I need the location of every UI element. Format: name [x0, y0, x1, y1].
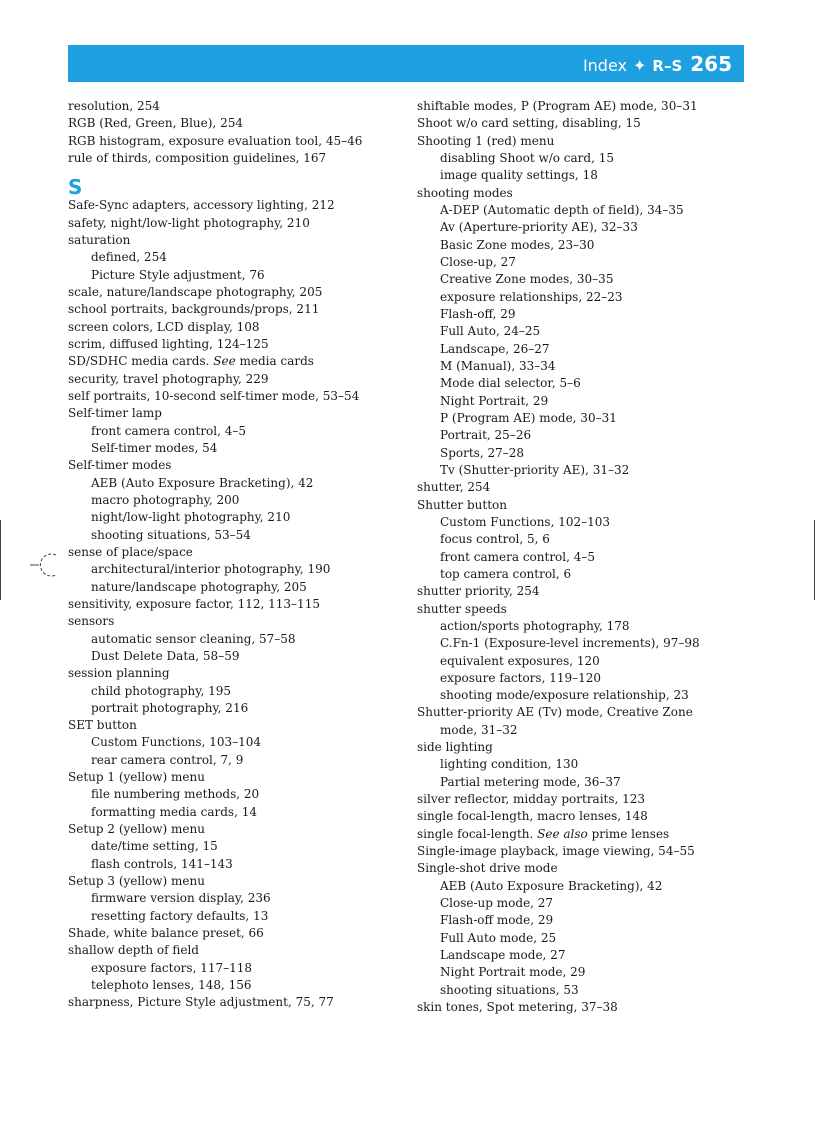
entry-text: session planning: [68, 666, 170, 681]
index-subentry: [68, 734, 408, 751]
entry-text: Partial metering mode, 36–37: [440, 774, 621, 789]
entry-text: exposure factors, 119–120: [440, 670, 602, 685]
index-entry: [68, 133, 408, 150]
index-subentry: [417, 358, 747, 375]
index-entry: [68, 925, 408, 942]
entry-text: top camera control, 6: [440, 566, 572, 581]
entry-text: Single-shot drive mode: [417, 861, 558, 876]
entry-text: AEB (Auto Exposure Bracketing), 42: [440, 878, 663, 893]
entry-text: Setup 3 (yellow) menu: [68, 874, 205, 889]
entry-text: school portraits, backgrounds/props, 211: [68, 302, 320, 317]
index-entry: [68, 197, 408, 214]
header-letter-range: R–S: [652, 57, 683, 75]
entry-text: RGB histogram, exposure evaluation tool, 45–46: [68, 133, 363, 148]
entry-text: Av (Aperture-priority AE), 32–33: [440, 220, 638, 235]
index-entry: [68, 232, 408, 249]
entry-text: resetting factory defaults, 13: [91, 908, 269, 923]
index-entry: [417, 739, 747, 756]
entry-text: shutter priority, 254: [417, 584, 540, 599]
entry-text: macro photography, 200: [91, 492, 240, 507]
entry-text: Shade, white balance preset, 66: [68, 926, 264, 941]
entry-text: defined, 254: [91, 250, 167, 265]
entry-text: lighting condition, 130: [440, 757, 579, 772]
index-subentry: [68, 249, 408, 266]
index-subentry: [68, 423, 408, 440]
index-entry: [68, 150, 408, 167]
entry-text: automatic sensor cleaning, 57–58: [91, 631, 296, 646]
index-subentry: [417, 514, 747, 531]
entry-text: resolution, 254: [68, 99, 160, 113]
entry-text: Night Portrait mode, 29: [440, 965, 586, 980]
index-entry: [417, 185, 747, 202]
index-subentry: [417, 670, 747, 687]
index-column-left: [68, 98, 408, 1012]
index-entry: [68, 301, 408, 318]
entry-text: shooting modes: [417, 185, 513, 200]
index-entry: [68, 215, 408, 232]
entry-text: single focal-length.: [417, 826, 538, 841]
entry-text: Self-timer modes, 54: [91, 440, 218, 455]
index-entry: [68, 942, 408, 959]
entry-text: Self-timer modes: [68, 458, 172, 473]
index-subentry: [68, 977, 408, 994]
index-subentry: [417, 254, 747, 271]
entry-text: silver reflector, midday portraits, 123: [417, 792, 646, 807]
index-subentry: [417, 687, 747, 704]
page-number: 265: [690, 52, 732, 76]
entry-text: Landscape mode, 27: [440, 948, 566, 963]
index-subentry: [68, 527, 408, 544]
index-subentry: [68, 648, 408, 665]
index-subentry: [68, 440, 408, 457]
entry-text: shiftable modes, P (Program AE) mode, 30–31: [417, 99, 698, 113]
index-subentry: [417, 375, 747, 392]
index-subentry: [417, 323, 747, 340]
entry-text: Flash-off, 29: [440, 306, 516, 321]
entry-text: scrim, diffused lighting, 124–125: [68, 336, 269, 351]
entry-text: Tv (Shutter-priority AE), 31–32: [440, 462, 630, 477]
index-subentry: [68, 752, 408, 769]
index-entry-continued: [417, 722, 747, 739]
entry-text: Landscape, 26–27: [440, 341, 550, 356]
entry-text: M (Manual), 33–34: [440, 358, 556, 373]
entry-text: Full Auto, 24–25: [440, 324, 541, 339]
entry-text: Custom Functions, 103–104: [91, 735, 262, 750]
index-subentry: [68, 700, 408, 717]
entry-text: file numbering methods, 20: [91, 787, 260, 802]
index-subentry: [417, 618, 747, 635]
index-entry: [68, 821, 408, 838]
entry-text: rear camera control, 7, 9: [91, 752, 244, 767]
entry-text: night/low-light photography, 210: [91, 510, 291, 525]
entry-text: front camera control, 4–5: [91, 423, 247, 438]
index-subentry: [68, 856, 408, 873]
index-subentry: [417, 653, 747, 670]
entry-text: Flash-off mode, 29: [440, 913, 554, 928]
entry-text: Self-timer lamp: [68, 406, 162, 421]
index-subentry: [417, 774, 747, 791]
entry-text: Shoot w/o card setting, disabling, 15: [417, 116, 641, 131]
entry-text: Custom Functions, 102–103: [440, 514, 611, 529]
index-subentry: [68, 579, 408, 596]
index-subentry: [417, 427, 747, 444]
index-subentry: [68, 838, 408, 855]
entry-text: disabling Shoot w/o card, 15: [440, 150, 614, 165]
index-entry: [68, 353, 408, 370]
index-entry: [417, 860, 747, 877]
index-subentry: [68, 908, 408, 925]
index-subentry: [417, 964, 747, 981]
entry-text: exposure relationships, 22–23: [440, 289, 623, 304]
index-column-right: [417, 98, 747, 1016]
entry-text: shooting mode/exposure relationship, 23: [440, 688, 689, 703]
entry-text: shallow depth of field: [68, 943, 199, 958]
index-subentry: [417, 237, 747, 254]
entry-text: Single-image playback, image viewing, 54–55: [417, 844, 695, 859]
index-entry: [417, 999, 747, 1016]
entry-text: safety, night/low-light photography, 210: [68, 215, 310, 230]
entry-text: Mode dial selector, 5–6: [440, 376, 581, 391]
index-entry: [417, 133, 747, 150]
index-entry: [417, 791, 747, 808]
index-entry: [417, 808, 747, 825]
entry-text: self portraits, 10-second self-timer mode, 53–54: [68, 388, 360, 403]
entry-text: portrait photography, 216: [91, 700, 249, 715]
index-entry: [417, 704, 747, 721]
entry-text: equivalent exposures, 120: [440, 653, 600, 668]
index-subentry: [68, 492, 408, 509]
entry-text: sensitivity, exposure factor, 112, 113–115: [68, 596, 320, 611]
entry-text: Portrait, 25–26: [440, 428, 532, 443]
index-subentry: [417, 271, 747, 288]
index-subentry: [417, 341, 747, 358]
index-entry: [417, 98, 747, 115]
entry-text: Safe-Sync adapters, accessory lighting, 212: [68, 198, 335, 213]
index-subentry: [417, 549, 747, 566]
entry-text: rule of thirds, composition guidelines, 167: [68, 150, 327, 165]
entry-text: Full Auto mode, 25: [440, 930, 557, 945]
index-entry: [417, 826, 747, 843]
header-index-label: Index: [582, 56, 627, 75]
entry-text: action/sports photography, 178: [440, 618, 630, 633]
cross-reference-target: prime lenses: [587, 826, 670, 841]
entry-text: screen colors, LCD display, 108: [68, 319, 260, 334]
index-subentry: [68, 475, 408, 492]
index-entry: [68, 544, 408, 561]
index-subentry: [417, 566, 747, 583]
index-subentry: [417, 150, 747, 167]
index-subentry: [417, 895, 747, 912]
running-head: [583, 52, 732, 76]
crop-line-left: [0, 520, 1, 600]
index-entry: [68, 388, 408, 405]
index-subentry: [68, 786, 408, 803]
entry-text: child photography, 195: [91, 683, 232, 698]
entry-text: A-DEP (Automatic depth of field), 34–35: [440, 202, 684, 217]
index-subentry: [68, 631, 408, 648]
entry-text: shooting situations, 53–54: [91, 527, 251, 542]
entry-text: Night Portrait, 29: [440, 393, 549, 408]
entries-r: [68, 98, 408, 167]
entry-text: date/time setting, 15: [91, 839, 218, 854]
index-entry: [68, 665, 408, 682]
index-entry: [68, 115, 408, 132]
index-entry: [68, 405, 408, 422]
index-entry: [417, 497, 747, 514]
entry-text: mode, 31–32: [440, 722, 518, 737]
index-entry: [68, 98, 408, 115]
header-bar: [68, 45, 744, 82]
index-subentry: [417, 878, 747, 895]
entry-text: Close-up, 27: [440, 254, 516, 269]
entry-text: Shutter-priority AE (Tv) mode, Creative Zone: [417, 705, 693, 720]
entry-text: Close-up mode, 27: [440, 896, 554, 911]
index-entry: [68, 371, 408, 388]
entry-text: image quality settings, 18: [440, 168, 598, 183]
cross-reference: See also: [537, 826, 588, 841]
index-subentry: [417, 982, 747, 999]
entry-text: saturation: [68, 232, 131, 247]
index-subentry: [68, 890, 408, 907]
entry-text: sense of place/space: [68, 544, 193, 559]
diamond-icon: ✦: [632, 56, 647, 75]
index-subentry: [417, 756, 747, 773]
index-entry: [68, 457, 408, 474]
entry-text: sharpness, Picture Style adjustment, 75, 77: [68, 995, 334, 1010]
index-entry: [417, 479, 747, 496]
entry-text: AEB (Auto Exposure Bracketing), 42: [91, 475, 314, 490]
index-subentry: [417, 912, 747, 929]
index-subentry: [417, 410, 747, 427]
cross-reference-target: media cards: [235, 354, 314, 369]
index-entry: [417, 601, 747, 618]
index-entry: [417, 115, 747, 132]
index-subentry: [417, 289, 747, 306]
index-subentry: [417, 167, 747, 184]
entry-text: scale, nature/landscape photography, 205: [68, 284, 323, 299]
index-subentry: [417, 393, 747, 410]
entry-text: single focal-length, macro lenses, 148: [417, 809, 648, 824]
entry-text: security, travel photography, 229: [68, 371, 269, 386]
entry-text: Creative Zone modes, 30–35: [440, 272, 614, 287]
index-subentry: [417, 930, 747, 947]
entry-text: RGB (Red, Green, Blue), 254: [68, 116, 243, 131]
entry-text: formatting media cards, 14: [91, 804, 257, 819]
index-subentry: [68, 804, 408, 821]
entry-text: Shutter button: [417, 497, 507, 512]
entry-text: C.Fn-1 (Exposure-level increments), 97–98: [440, 636, 700, 651]
entry-text: shooting situations, 53: [440, 982, 579, 997]
index-entry: [68, 769, 408, 786]
entry-text: side lighting: [417, 740, 493, 755]
entry-text: Sports, 27–28: [440, 445, 525, 460]
entry-text: telephoto lenses, 148, 156: [91, 978, 252, 993]
index-subentry: [417, 462, 747, 479]
index-entry: [417, 583, 747, 600]
index-subentry: [417, 531, 747, 548]
registration-mark-icon: [30, 551, 70, 579]
index-subentry: [68, 960, 408, 977]
entry-text: front camera control, 4–5: [440, 549, 596, 564]
entry-text: SET button: [68, 718, 137, 733]
entry-text: Basic Zone modes, 23–30: [440, 237, 595, 252]
index-entry: [68, 613, 408, 630]
entry-text: nature/landscape photography, 205: [91, 579, 307, 594]
index-subentry: [417, 306, 747, 323]
index-subentry: [417, 635, 747, 652]
letter-heading-s: S: [68, 175, 83, 200]
entry-text: flash controls, 141–143: [91, 856, 233, 871]
entry-text: Setup 1 (yellow) menu: [68, 770, 205, 785]
entry-text: focus control, 5, 6: [440, 532, 550, 547]
entry-text: Setup 2 (yellow) menu: [68, 822, 205, 837]
crop-line-right: [814, 520, 815, 600]
index-subentry: [417, 219, 747, 236]
index-entry: [68, 336, 408, 353]
entries-s: [68, 197, 408, 1011]
index-entry: [68, 284, 408, 301]
entry-text: Picture Style adjustment, 76: [91, 267, 265, 282]
index-entry: [68, 717, 408, 734]
index-subentry: [417, 202, 747, 219]
entries-s-continued: [417, 98, 747, 1016]
index-entry: [68, 994, 408, 1011]
entry-text: shutter speeds: [417, 601, 507, 616]
index-entry: [417, 843, 747, 860]
index-subentry: [417, 445, 747, 462]
entry-text: SD/SDHC media cards.: [68, 354, 214, 369]
index-entry: [68, 873, 408, 890]
entry-text: Dust Delete Data, 58–59: [91, 648, 240, 663]
entry-text: Shooting 1 (red) menu: [417, 133, 555, 148]
entry-text: firmware version display, 236: [91, 891, 271, 906]
entry-text: exposure factors, 117–118: [91, 960, 253, 975]
entry-text: shutter, 254: [417, 480, 491, 495]
entry-text: architectural/interior photography, 190: [91, 562, 331, 577]
entry-text: sensors: [68, 614, 115, 629]
index-subentry: [68, 509, 408, 526]
index-entry: [68, 319, 408, 336]
index-subentry: [68, 267, 408, 284]
index-subentry: [417, 947, 747, 964]
entry-text: skin tones, Spot metering, 37–38: [417, 1000, 618, 1015]
cross-reference: See: [213, 354, 236, 369]
index-subentry: [68, 683, 408, 700]
entry-text: P (Program AE) mode, 30–31: [440, 410, 617, 425]
index-subentry: [68, 561, 408, 578]
index-entry: [68, 596, 408, 613]
